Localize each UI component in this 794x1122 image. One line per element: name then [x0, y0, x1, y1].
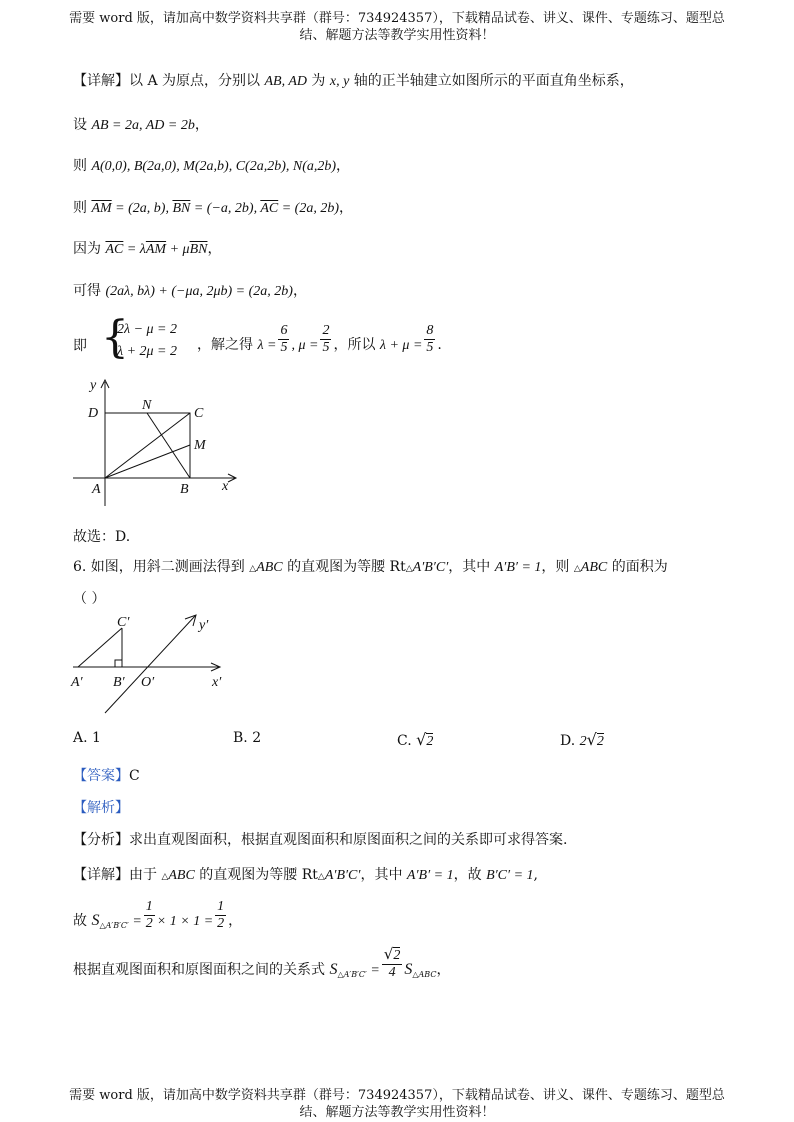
math: x, y: [329, 74, 350, 89]
q6-detail-line: [73, 864, 538, 884]
brace: {: [101, 312, 129, 363]
text: ，: [207, 241, 222, 257]
q5-let-line: [73, 114, 209, 134]
page-header: [0, 10, 794, 44]
text: 故: [73, 913, 92, 929]
subscript: △A′B′C′: [337, 970, 367, 979]
text: 因为: [73, 241, 106, 257]
fraction: [320, 323, 331, 356]
q6-analysis-tag: [73, 797, 129, 817]
coefficient: 2: [579, 734, 587, 749]
q5-vectors-line: [73, 197, 353, 217]
label-a: A: [92, 482, 101, 497]
q6-analysis-line: [73, 829, 567, 849]
label-a-prime: A′: [71, 675, 83, 690]
option-c: [397, 730, 433, 750]
math: A′B′ = 1: [494, 560, 542, 575]
sqrt-symbol: √: [416, 730, 427, 749]
text: 轴的正半轴建立如图所示的平面直角坐标系，: [349, 73, 634, 89]
text: 以 A 为原点，分别以: [129, 73, 265, 89]
answer-tag: 【答案】: [73, 768, 129, 784]
area-expression: [73, 898, 243, 932]
label-n: N: [142, 398, 152, 413]
math: λ + μ =: [379, 338, 423, 353]
text: 6. 如图，用斜二测画法得到: [73, 559, 250, 575]
denominator: 5: [322, 339, 330, 355]
numerator: 2: [322, 322, 330, 338]
text: 求出直观图面积，根据直观图面积和原图面积之间的关系即可求得答案.: [129, 832, 568, 848]
option-a: A. 1: [73, 730, 101, 746]
math: + μ: [166, 242, 190, 257]
math: A(0,0), B(2a,0), M(2a,b), C(2a,2b), N(a,2b): [91, 159, 337, 174]
q6-answer: [73, 765, 140, 785]
footer-line-2: 结、解题方法等教学实用性资料！: [299, 1105, 495, 1120]
vector-ac: $\overline{AC}$: [105, 242, 124, 257]
math: × 1 × 1 =: [156, 914, 214, 929]
text: 为: [306, 73, 330, 89]
radicand: 2: [426, 734, 434, 749]
q5-coords-line: [73, 155, 350, 175]
header-line-2: 结、解题方法等教学实用性资料！: [299, 28, 495, 43]
text: ，故: [453, 867, 487, 883]
math: A′B′C′: [324, 868, 361, 883]
sqrt-symbol: √: [383, 944, 394, 963]
text: 的面积为: [607, 559, 668, 575]
relation-expression: [73, 944, 451, 981]
option-d: [560, 730, 604, 750]
denominator: 2: [145, 915, 153, 931]
analysis-tag: 【解析】: [73, 800, 129, 816]
vector-ac: $\overline{AC}$: [260, 201, 279, 216]
oblique-drawing-figure: [70, 610, 245, 715]
text: 由于: [129, 867, 162, 883]
answer-value: C: [129, 768, 140, 784]
label-o-prime: O′: [141, 675, 155, 690]
q6-stem: [73, 556, 668, 576]
triangle-symbol: △: [249, 564, 257, 574]
text: Rt: [389, 559, 406, 575]
math: ABC: [168, 868, 195, 883]
label-b-prime: B′: [113, 675, 125, 690]
fraction: [144, 899, 155, 932]
text: ，解之得: [197, 337, 258, 353]
vector-bn: $\overline{BN}$: [172, 201, 191, 216]
math: = (−a, 2b),: [190, 201, 261, 216]
fraction: [382, 946, 403, 981]
label-d: D: [88, 406, 99, 421]
text: ，所以: [333, 337, 380, 353]
fenxi-tag: 【分析】: [73, 832, 129, 848]
option-label: C.: [397, 733, 412, 749]
math: = (2a, b),: [111, 201, 173, 216]
radicand: 2: [393, 947, 401, 963]
label-x: x: [222, 479, 229, 494]
label-b: B: [180, 482, 189, 497]
math: S: [404, 961, 413, 978]
numerator: 8: [426, 322, 434, 338]
q5-answer-line: 故选：D.: [73, 529, 131, 545]
math: A′B′C′: [412, 560, 449, 575]
sqrt-symbol: √: [586, 730, 597, 749]
math: , μ =: [291, 338, 319, 353]
numerator: 1: [145, 898, 153, 914]
segment-ac: [105, 413, 190, 478]
text: ，: [292, 283, 307, 299]
subscript: △A′B′C′: [99, 921, 129, 930]
math: B′C′ = 1: [486, 868, 534, 883]
math: A′B′ = 1: [406, 868, 454, 883]
math: ABC: [580, 560, 608, 575]
text: ，: [336, 158, 351, 174]
math: = (2a, 2b): [278, 201, 339, 216]
numerator: 1: [217, 898, 225, 914]
radicand: 2: [596, 734, 604, 749]
vector-am: $\overline{AM}$: [145, 242, 167, 257]
text: ，: [194, 117, 209, 133]
detail-tag: 【详解】: [73, 867, 129, 883]
q6-paren: （ ）: [73, 591, 106, 607]
subscript: △ABC: [412, 970, 437, 979]
label-y-prime: y′: [199, 618, 209, 633]
text: ，其中: [360, 867, 407, 883]
label-x-prime: x′: [212, 675, 222, 690]
text: ，: [338, 200, 353, 216]
math: =: [366, 963, 380, 978]
numerator: 6: [280, 322, 288, 338]
text: 即: [73, 338, 87, 354]
text: 的直观图为等腰: [282, 559, 390, 575]
segment-am: [105, 445, 190, 478]
q5-setup-line: [73, 70, 634, 90]
label-c: C: [194, 406, 204, 421]
label-m: M: [194, 438, 206, 453]
triangle-symbol: △: [573, 564, 581, 574]
triangle-symbol: △: [317, 872, 325, 882]
fraction: [215, 899, 226, 932]
text: ,: [533, 867, 538, 883]
text: .: [437, 337, 442, 353]
text: 则: [73, 158, 92, 174]
label-y: y: [90, 378, 97, 393]
text: Rt: [301, 867, 318, 883]
text: 则: [73, 200, 92, 216]
text: 的直观图为等腰: [194, 867, 302, 883]
system-solution: [197, 322, 442, 356]
denominator: 5: [280, 339, 288, 355]
segment-bn: [147, 413, 190, 478]
text: ，则: [541, 559, 574, 575]
math: AB = 2a, AD = 2b: [91, 118, 195, 133]
fraction: [424, 323, 435, 356]
text: 设: [73, 117, 92, 133]
triangle-symbol: △: [161, 872, 169, 882]
denominator: 2: [217, 915, 225, 931]
option-label: D.: [560, 733, 576, 749]
system-eq-1: 2λ − μ = 2: [117, 322, 177, 337]
page-footer: [0, 1087, 794, 1121]
system-eq-2: λ + 2μ = 2: [117, 344, 177, 359]
triangle-symbol: △: [405, 564, 413, 574]
text: ，其中: [448, 559, 495, 575]
math: = λ: [123, 242, 146, 257]
math: S: [329, 961, 338, 978]
text: 可得: [73, 283, 106, 299]
rectangle-coordinate-figure: [70, 372, 250, 512]
text: ，: [228, 913, 243, 929]
denominator: 4: [388, 964, 396, 980]
right-angle-mark: [115, 660, 122, 667]
option-b: B. 2: [233, 730, 262, 746]
math: =: [128, 914, 142, 929]
math: ABC: [256, 560, 283, 575]
math: S: [91, 912, 100, 929]
text: 根据直观图面积和原图面积之间的关系式: [73, 962, 330, 978]
fraction: [278, 323, 289, 356]
math: λ =: [257, 338, 277, 353]
vector-am: $\overline{AM}$: [91, 201, 112, 216]
label-c-prime: C′: [117, 615, 130, 630]
text: ，: [436, 962, 451, 978]
denominator: 5: [426, 339, 434, 355]
q5-because-line: [73, 238, 221, 258]
header-line-1: 需要 word 版，请加高中数学资料共享群（群号：734924357），下载精品试卷、讲义、课件、专题练习、题型总: [69, 11, 725, 26]
math: (2aλ, bλ) + (−μa, 2μb) = (2a, 2b): [105, 284, 293, 299]
detail-tag: 【详解】: [73, 73, 129, 89]
vector-bn: $\overline{BN}$: [189, 242, 208, 257]
footer-line-1: 需要 word 版，请加高中数学资料共享群（群号：734924357），下载精品试卷、讲义、课件、专题练习、题型总: [69, 1088, 725, 1103]
q5-equation-line: [73, 280, 307, 300]
numerator: [382, 946, 403, 965]
math: AB, AD: [264, 74, 307, 89]
